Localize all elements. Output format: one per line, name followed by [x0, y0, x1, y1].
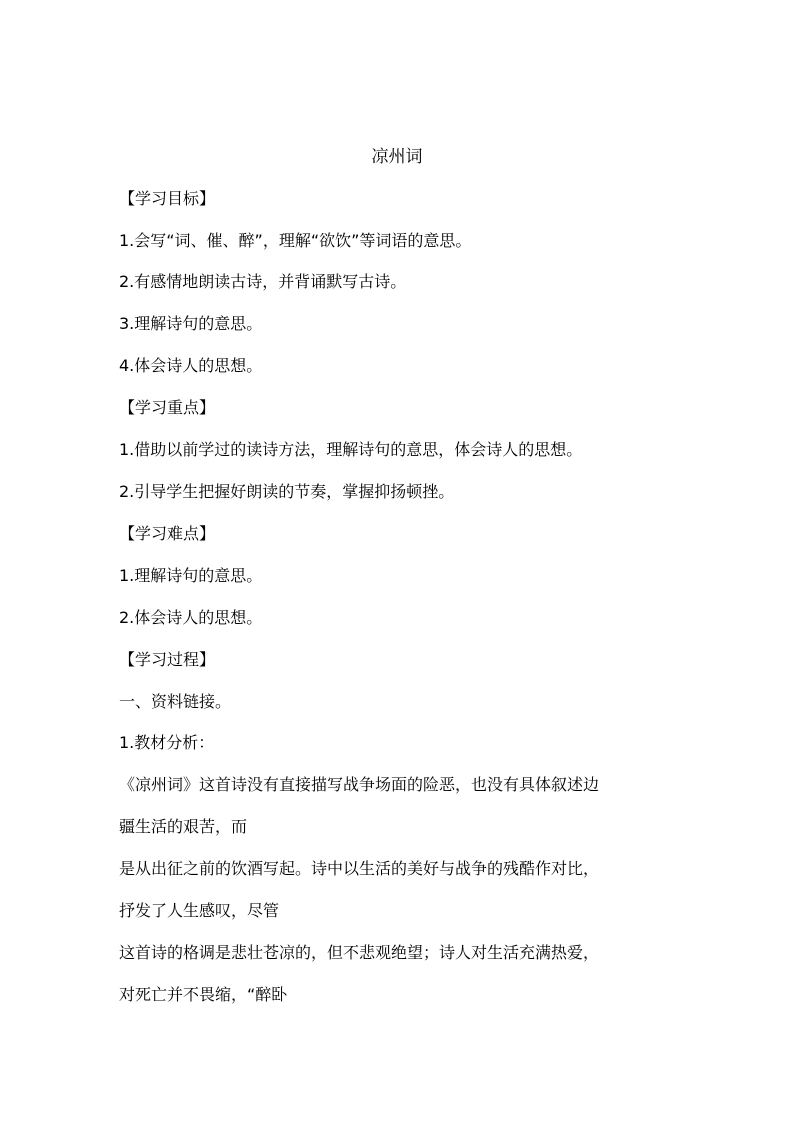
section-heading-process: 【学习过程】 — [119, 650, 216, 669]
subsection-heading: 一、资料链接。 — [119, 692, 232, 711]
objective-item: 1.会写“词、催、醉”，理解“欲饮”等词语的意思。 — [119, 231, 472, 250]
subsection-heading: 1.教材分析： — [119, 733, 215, 752]
document-title: 凉州词 — [371, 147, 423, 167]
paragraph-line: 这首诗的格调是悲壮苍凉的，但不悲观绝望；诗人对生活充满热爱， — [119, 943, 600, 962]
difficulty-item: 2.体会诗人的思想。 — [119, 608, 263, 627]
objective-item: 2.有感情地朗读古诗，并背诵默写古诗。 — [119, 272, 407, 291]
paragraph-line: 对死亡并不畏缩，“醉卧 — [119, 985, 288, 1004]
objective-item: 4.体会诗人的思想。 — [119, 356, 263, 375]
paragraph-line: 《凉州词》这首诗没有直接描写战争场面的险恶，也没有具体叙述边 — [119, 775, 600, 794]
difficulty-item: 1.理解诗句的意思。 — [119, 566, 263, 585]
key-point-item: 2.引导学生把握好朗读的节奏，掌握抑扬顿挫。 — [119, 482, 455, 501]
objective-item: 3.理解诗句的意思。 — [119, 314, 263, 333]
key-point-item: 1.借助以前学过的读诗方法，理解诗句的意思，体会诗人的思想。 — [119, 440, 583, 459]
section-heading-objectives: 【学习目标】 — [119, 189, 216, 208]
paragraph-line: 疆生活的艰苦，而 — [119, 817, 248, 836]
section-heading-difficulties: 【学习难点】 — [119, 524, 216, 543]
paragraph-line: 是从出征之前的饮酒写起。诗中以生活的美好与战争的残酷作对比， — [119, 859, 600, 878]
section-heading-key-points: 【学习重点】 — [119, 398, 216, 417]
paragraph-line: 抒发了人生感叹，尽管 — [119, 901, 280, 920]
